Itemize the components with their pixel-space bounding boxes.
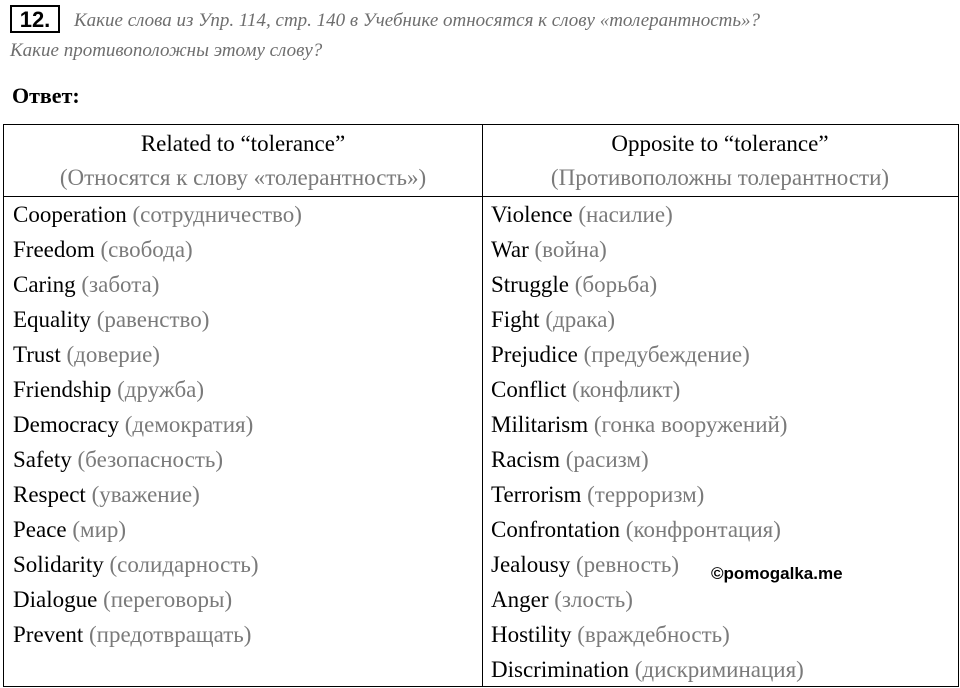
related-word-list <box>13 197 302 652</box>
opposite-word-english: Violence <box>491 202 573 227</box>
related-word-russian: (доверие) <box>66 342 160 367</box>
vocabulary-table <box>3 124 959 687</box>
opposite-header-english: Opposite to “tolerance” <box>611 131 829 156</box>
task-question-line-1: Какие слова из Упр. 114, стр. 140 в Учебнике относятся к слову «толерантность»? <box>74 10 761 31</box>
related-word-english: Friendship <box>13 377 112 402</box>
opposite-word-english: Confrontation <box>491 517 621 542</box>
opposite-word-russian: (ревность) <box>575 552 679 577</box>
related-word-russian: (демократия) <box>124 412 254 437</box>
related-word-row <box>13 302 302 337</box>
related-header-english: Related to “tolerance” <box>140 131 346 156</box>
related-word-english: Democracy <box>13 412 119 437</box>
related-word-english: Caring <box>13 272 76 297</box>
opposite-word-english: War <box>491 237 529 262</box>
opposite-word-row <box>491 407 804 442</box>
opposite-word-row <box>491 337 804 372</box>
opposite-word-russian: (злость) <box>554 587 633 612</box>
related-word-russian: (мир) <box>72 517 127 542</box>
opposite-word-russian: (терроризм) <box>587 482 705 507</box>
opposite-word-russian: (гонка вооружений) <box>593 412 788 437</box>
related-word-english: Prevent <box>13 622 84 647</box>
opposite-word-row <box>491 477 804 512</box>
opposite-word-russian: (расизм) <box>565 447 649 472</box>
task-number-badge: 12. <box>10 5 60 33</box>
opposite-word-english: Hostility <box>491 622 572 647</box>
related-word-english: Safety <box>13 447 72 472</box>
related-word-english: Dialogue <box>13 587 98 612</box>
opposite-word-row <box>491 267 804 302</box>
opposite-word-russian: (дискриминация) <box>634 657 804 682</box>
related-word-row <box>13 407 302 442</box>
related-word-english: Freedom <box>13 237 95 262</box>
related-word-russian: (забота) <box>81 272 160 297</box>
related-word-russian: (сотрудничество) <box>132 202 302 227</box>
related-word-row <box>13 337 302 372</box>
related-column-header <box>4 125 482 196</box>
site-watermark: ©pomogalka.me <box>711 564 843 583</box>
related-word-row <box>13 372 302 407</box>
opposite-word-russian: (борьба) <box>574 272 658 297</box>
opposite-word-row <box>491 302 804 337</box>
related-word-row <box>13 582 302 617</box>
opposite-word-russian: (драка) <box>545 307 616 332</box>
opposite-word-russian: (война) <box>534 237 607 262</box>
related-word-english: Trust <box>13 342 61 367</box>
opposite-word-english: Militarism <box>491 412 589 437</box>
related-word-english: Peace <box>13 517 67 542</box>
column-divider <box>482 125 483 686</box>
related-word-english: Cooperation <box>13 202 127 227</box>
related-word-russian: (предотвращать) <box>89 622 252 647</box>
opposite-word-row <box>491 232 804 267</box>
task-question-line-2: Какие противоположны этому слову? <box>10 40 323 61</box>
opposite-word-russian: (насилие) <box>578 202 673 227</box>
opposite-word-english: Conflict <box>491 377 567 402</box>
related-word-row <box>13 547 302 582</box>
opposite-word-row <box>491 442 804 477</box>
related-word-russian: (уважение) <box>91 482 200 507</box>
related-word-row <box>13 512 302 547</box>
opposite-word-russian: (конфликт) <box>572 377 681 402</box>
opposite-word-english: Jealousy <box>491 552 571 577</box>
related-word-english: Respect <box>13 482 86 507</box>
related-word-row <box>13 442 302 477</box>
opposite-word-english: Prejudice <box>491 342 578 367</box>
related-word-russian: (равенство) <box>96 307 210 332</box>
related-header-russian: (Относятся к слову «толерантность») <box>59 165 427 190</box>
opposite-word-russian: (предубеждение) <box>583 342 750 367</box>
answer-label: Ответ: <box>12 83 80 108</box>
related-word-english: Equality <box>13 307 91 332</box>
related-word-row <box>13 617 302 652</box>
related-word-english: Solidarity <box>13 552 104 577</box>
opposite-word-list <box>491 197 804 687</box>
opposite-word-english: Racism <box>491 447 560 472</box>
opposite-column-header <box>483 125 957 196</box>
related-word-row <box>13 477 302 512</box>
related-word-russian: (свобода) <box>100 237 193 262</box>
related-word-row <box>13 197 302 232</box>
opposite-word-english: Terrorism <box>491 482 582 507</box>
related-word-row <box>13 267 302 302</box>
opposite-word-english: Discrimination <box>491 657 629 682</box>
related-word-row <box>13 232 302 267</box>
opposite-word-english: Anger <box>491 587 549 612</box>
related-word-russian: (переговоры) <box>103 587 233 612</box>
related-word-russian: (дружба) <box>117 377 205 402</box>
opposite-word-russian: (враждебность) <box>577 622 730 647</box>
opposite-word-row <box>491 582 804 617</box>
opposite-word-russian: (конфронтация) <box>625 517 781 542</box>
opposite-header-russian: (Противоположны толерантности) <box>550 165 890 190</box>
opposite-word-english: Fight <box>491 307 540 332</box>
related-word-russian: (солидарность) <box>109 552 259 577</box>
opposite-word-row <box>491 617 804 652</box>
opposite-word-row <box>491 197 804 232</box>
opposite-word-row <box>491 652 804 687</box>
related-word-russian: (безопасность) <box>77 447 224 472</box>
opposite-word-row <box>491 372 804 407</box>
opposite-word-row <box>491 512 804 547</box>
opposite-word-english: Struggle <box>491 272 569 297</box>
